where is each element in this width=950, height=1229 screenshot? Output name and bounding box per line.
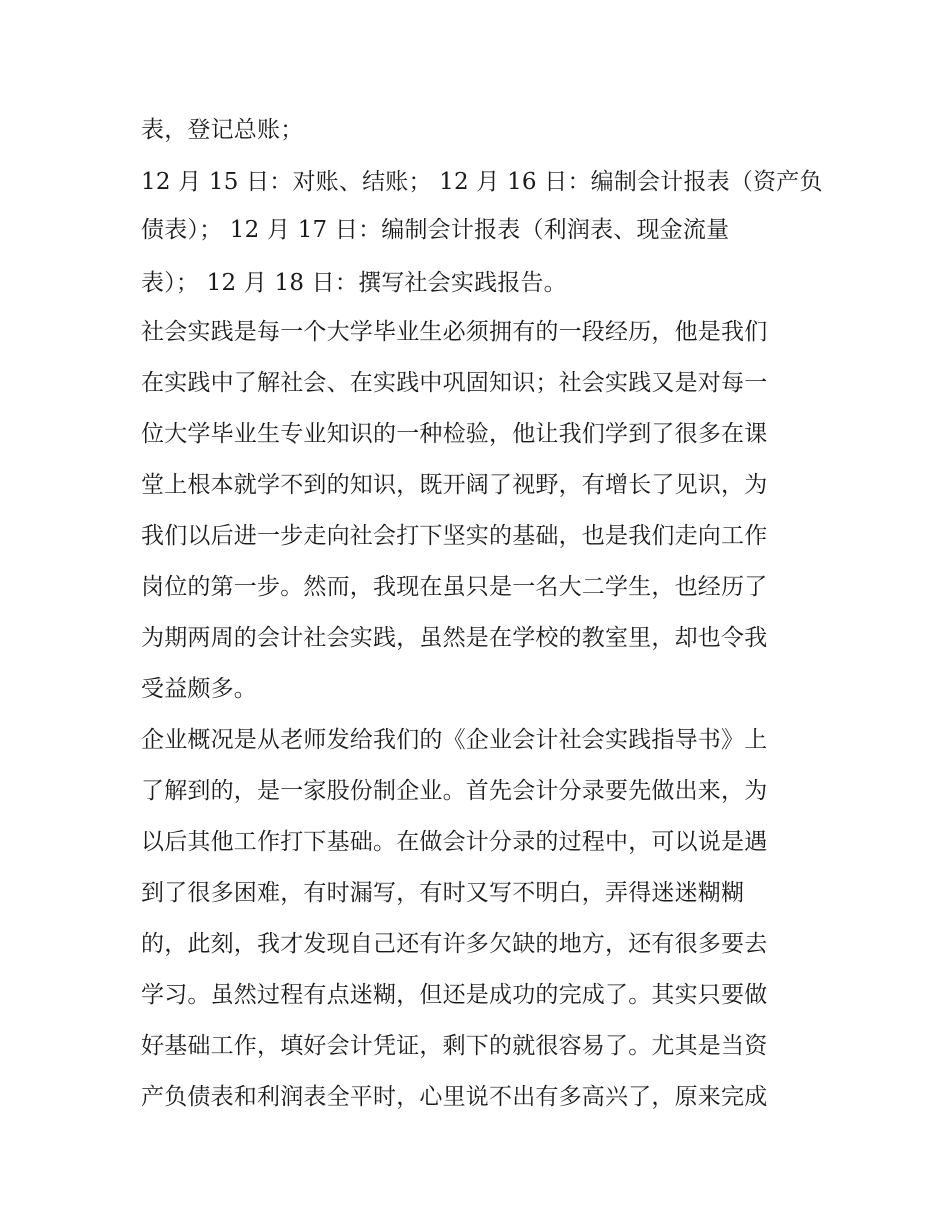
text-line: 学习。虽然过程有点迷糊，但还是成功的完成了。其实只要做 bbox=[141, 982, 768, 1008]
text-line: 岗位的第一步。然而，我现在虽只是一名大二学生，也经历了 bbox=[141, 574, 768, 600]
text-line: 堂上根本就学不到的知识，既开阔了视野，有增长了见识，为 bbox=[141, 472, 768, 498]
text-line: 为期两周的会计社会实践，虽然是在学校的教室里，却也令我 bbox=[141, 625, 768, 651]
text-line: 产负债表和利润表全平时，心里说不出有多高兴了，原来完成 bbox=[141, 1084, 768, 1110]
text-line: 12 月 15 日：对账、结账； 12 月 16 日：编制会计报表（资产负 bbox=[141, 169, 823, 195]
text-line: 以后其他工作打下基础。在做会计分录的过程中，可以说是遇 bbox=[141, 829, 768, 855]
text-line: 好基础工作，填好会计凭证，剩下的就很容易了。尤其是当资 bbox=[141, 1033, 768, 1059]
text-line: 位大学毕业生专业知识的一种检验，他让我们学到了很多在课 bbox=[141, 421, 768, 447]
text-line: 在实践中了解社会、在实践中巩固知识；社会实践又是对每一 bbox=[141, 370, 768, 396]
text-line: 的，此刻，我才发现自己还有许多欠缺的地方，还有很多要去 bbox=[141, 931, 768, 957]
text-line: 表）； 12 月 18 日：撰写社会实践报告。 bbox=[141, 270, 567, 296]
text-line: 受益颇多。 bbox=[141, 676, 257, 702]
text-line: 表，登记总账； bbox=[141, 117, 304, 143]
text-line: 债表）； 12 月 17 日：编制会计报表（利润表、现金流量 bbox=[141, 217, 730, 243]
text-line: 了解到的，是一家股份制企业。首先会计分录要先做出来，为 bbox=[141, 778, 768, 804]
text-line: 社会实践是每一个大学毕业生必须拥有的一段经历，他是我们 bbox=[141, 319, 768, 345]
text-line: 到了很多困难，有时漏写，有时又写不明白，弄得迷迷糊糊 bbox=[141, 880, 745, 906]
text-line: 我们以后进一步走向社会打下坚实的基础，也是我们走向工作 bbox=[141, 523, 768, 549]
text-line: 企业概况是从老师发给我们的《企业会计社会实践指导书》上 bbox=[141, 727, 768, 753]
